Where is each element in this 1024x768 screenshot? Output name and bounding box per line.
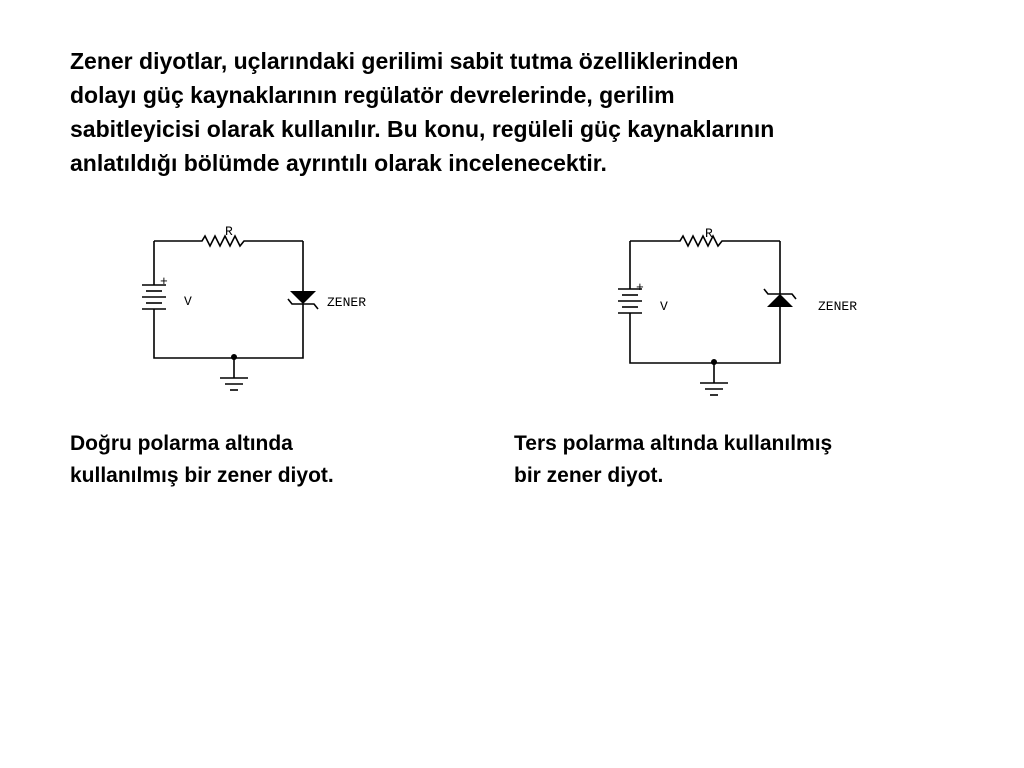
zener-diode-icon bbox=[288, 291, 318, 309]
diode-label: ZENER bbox=[327, 295, 367, 310]
circuit-reverse-diagram bbox=[608, 215, 888, 400]
caption-line: bir zener diyot. bbox=[514, 464, 664, 487]
circuit-forward-bias bbox=[130, 215, 410, 400]
caption-line: Doğru polarma altında bbox=[70, 432, 293, 455]
intro-line: sabitleyicisi olarak kullanılır. Bu konu, regüleli güç kaynaklarının bbox=[70, 116, 775, 142]
caption-reverse-bias bbox=[514, 428, 832, 492]
intro-line: anlatıldığı bölümde ayrıntılı olarak incelenecektir. bbox=[70, 150, 607, 176]
circuit-reverse-bias bbox=[608, 215, 888, 400]
plus-label: + bbox=[160, 274, 168, 289]
diode-label: ZENER bbox=[818, 299, 858, 314]
intro-paragraph bbox=[70, 44, 970, 180]
resistor-label: R bbox=[225, 224, 233, 239]
intro-line: dolayı güç kaynaklarının regülatör devrelerinde, gerilim bbox=[70, 82, 675, 108]
caption-forward-bias bbox=[70, 428, 334, 492]
ground-icon bbox=[220, 354, 248, 390]
plus-label: + bbox=[636, 280, 644, 295]
left-wire bbox=[154, 241, 303, 358]
source-label: V bbox=[184, 294, 192, 309]
intro-line: Zener diyotlar, uçlarındaki gerilimi sabit tutma özelliklerinden bbox=[70, 48, 739, 74]
circuit-forward-diagram bbox=[130, 215, 410, 400]
source-label: V bbox=[660, 299, 668, 314]
ground-icon bbox=[700, 359, 728, 395]
caption-line: kullanılmış bir zener diyot. bbox=[70, 464, 334, 487]
left-wire bbox=[630, 241, 780, 363]
resistor-label: R bbox=[705, 226, 713, 241]
caption-line: Ters polarma altında kullanılmış bbox=[514, 432, 833, 455]
